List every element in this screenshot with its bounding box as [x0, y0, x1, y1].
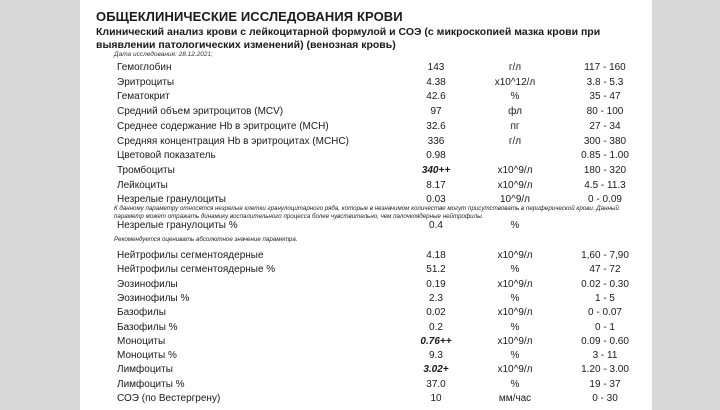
table-row	[80, 77, 652, 91]
row-value: 97	[430, 106, 442, 118]
row-reference: 27 - 34	[589, 120, 621, 132]
row-value: 51.2	[426, 264, 446, 276]
row-unit: x10^9/л	[497, 164, 533, 176]
row-value: 0.02	[426, 307, 446, 319]
row-reference: 0.02 - 0.30	[581, 278, 629, 290]
row-name: Незрелые гранулоциты %	[117, 220, 238, 231]
row-reference: 1.20 - 3.00	[581, 364, 629, 376]
row-unit: %	[510, 220, 520, 231]
row-unit: x10^9/л	[497, 278, 533, 290]
row-name: Базофилы %	[117, 321, 178, 333]
row-unit: x10^12/л	[494, 76, 536, 88]
row-name: Тромбоциты	[117, 164, 175, 176]
row-value: 340++	[421, 164, 451, 176]
table-row	[80, 165, 652, 179]
row-name: Лимфоциты %	[117, 378, 185, 390]
row-reference: 4.5 - 11.3	[584, 179, 626, 191]
row-value: 10	[430, 393, 442, 404]
footnote: Рекомендуется оценивать абсолютное значение параметра.	[114, 236, 298, 243]
row-unit: %	[510, 378, 520, 390]
table-row	[80, 322, 652, 336]
document-page	[80, 0, 652, 410]
test-subtitle: Клинический анализ крови с лейкоцитарной формулой и СОЭ (с микроскопией мазка крови при выявлении патологических изменений) (венозная кровь)	[96, 26, 601, 51]
table-row	[80, 180, 652, 194]
row-value: 336	[427, 135, 445, 147]
row-name: Эозинофилы %	[117, 292, 190, 304]
row-reference: 19 - 37	[589, 378, 621, 390]
table-row	[80, 150, 652, 164]
row-reference: 3 - 11	[592, 350, 618, 362]
page-title: ОБЩЕКЛИНИЧЕСКИЕ ИССЛЕДОВАНИЯ КРОВИ	[96, 9, 403, 24]
row-name: Лейкоциты	[117, 179, 168, 191]
row-reference: 1 - 5	[594, 292, 615, 304]
row-value: 0.76++	[420, 335, 452, 347]
row-reference: 0 - 30	[592, 393, 618, 404]
table-row	[80, 350, 652, 364]
row-name: Эозинофилы	[117, 278, 178, 290]
table-row	[80, 307, 652, 321]
row-reference: 0 - 0.09	[588, 194, 622, 206]
test-date: Дата исследования: 28.12.2021;	[114, 51, 213, 58]
row-unit: %	[510, 91, 520, 103]
table-row	[80, 91, 652, 105]
row-value: 37.0	[426, 378, 446, 390]
row-value: 42.6	[426, 91, 446, 103]
row-value: 0.2	[429, 321, 443, 333]
row-name: Гематокрит	[117, 91, 170, 103]
row-unit: мм/час	[498, 393, 532, 404]
footnote: К данному параметру относятся незрелые клетки гранулоцитарного ряда, которые в незначимом количестве могут присутствовать в периферической крови. Данный параметр может отражать динамику воспалительного процесса более чувствительно, чем палочкоядерные нейтрофилы.	[114, 205, 619, 220]
row-reference: 3.8 - 5.3	[586, 76, 624, 88]
table-row	[80, 379, 652, 393]
row-unit: x10^9/л	[497, 250, 533, 261]
table-row	[80, 393, 652, 407]
table-row	[80, 279, 652, 293]
row-value: 0.03	[426, 194, 446, 206]
table-row	[80, 121, 652, 135]
row-name: Средняя концентрация Hb в эритроцитах (MCHC)	[117, 135, 349, 147]
table-row	[80, 364, 652, 378]
row-unit: x10^9/л	[497, 307, 533, 319]
table-row	[80, 264, 652, 278]
row-unit: %	[510, 350, 520, 362]
row-unit: x10^9/л	[497, 364, 533, 376]
row-unit: %	[510, 292, 520, 304]
row-value: 2.3	[429, 292, 443, 304]
row-value: 0.4	[429, 220, 443, 231]
row-name: Гемоглобин	[117, 62, 172, 73]
row-value: 4.18	[426, 250, 446, 261]
row-reference: 0.09 - 0.60	[581, 335, 629, 347]
row-name: Эритроциты	[117, 76, 175, 88]
row-value: 0.98	[426, 150, 446, 162]
row-value: 8.17	[426, 179, 446, 191]
row-reference: 300 - 380	[583, 135, 627, 147]
table-row	[80, 106, 652, 120]
row-unit: %	[510, 264, 520, 276]
table-row	[80, 136, 652, 150]
row-value: 143	[427, 62, 445, 73]
row-reference: 1,60 - 7,90	[581, 250, 629, 261]
row-name: Моноциты	[117, 335, 166, 347]
row-name: Цветовой показатель	[117, 150, 216, 162]
row-name: Лимфоциты	[117, 364, 173, 376]
table-row	[80, 336, 652, 350]
row-value: 9.3	[429, 350, 443, 362]
row-unit: %	[510, 321, 520, 333]
row-reference: 47 - 72	[589, 264, 621, 276]
row-name: Среднее содержание Hb в эритроците (MCH)	[117, 120, 329, 132]
row-name: Базофилы	[117, 307, 166, 319]
row-unit: г/л	[508, 135, 522, 147]
row-unit: фл	[508, 106, 522, 118]
row-value: 32.6	[426, 120, 446, 132]
row-name: Нейтрофилы сегментоядерные	[117, 250, 264, 261]
row-reference: 35 - 47	[589, 91, 621, 103]
row-reference: 0 - 0.07	[588, 307, 622, 319]
row-unit: x10^9/л	[497, 179, 533, 191]
row-unit: г/л	[508, 62, 522, 73]
row-name: Незрелые гранулоциты	[117, 194, 226, 206]
row-value: 0.19	[426, 278, 446, 290]
row-reference: 0 - 1	[594, 321, 615, 333]
table-row	[80, 62, 652, 76]
row-reference: 80 - 100	[586, 106, 624, 118]
row-value: 4.38	[426, 76, 446, 88]
row-unit: 10^9/л	[500, 194, 530, 206]
row-reference: 117 - 160	[584, 62, 626, 73]
table-row	[80, 293, 652, 307]
row-unit: пг	[510, 120, 520, 132]
row-name: Моноциты %	[117, 350, 177, 362]
row-unit: x10^9/л	[497, 335, 533, 347]
row-reference: 0.85 - 1.00	[581, 150, 629, 162]
row-value: 3.02+	[423, 364, 449, 376]
table-row	[80, 220, 652, 234]
table-row	[80, 250, 652, 264]
row-reference: 180 - 320	[583, 164, 627, 176]
row-name: СОЭ (по Вестергрену)	[117, 393, 221, 404]
row-name: Средний объем эритроцитов (MCV)	[117, 106, 284, 118]
row-name: Нейтрофилы сегментоядерные %	[117, 264, 276, 276]
